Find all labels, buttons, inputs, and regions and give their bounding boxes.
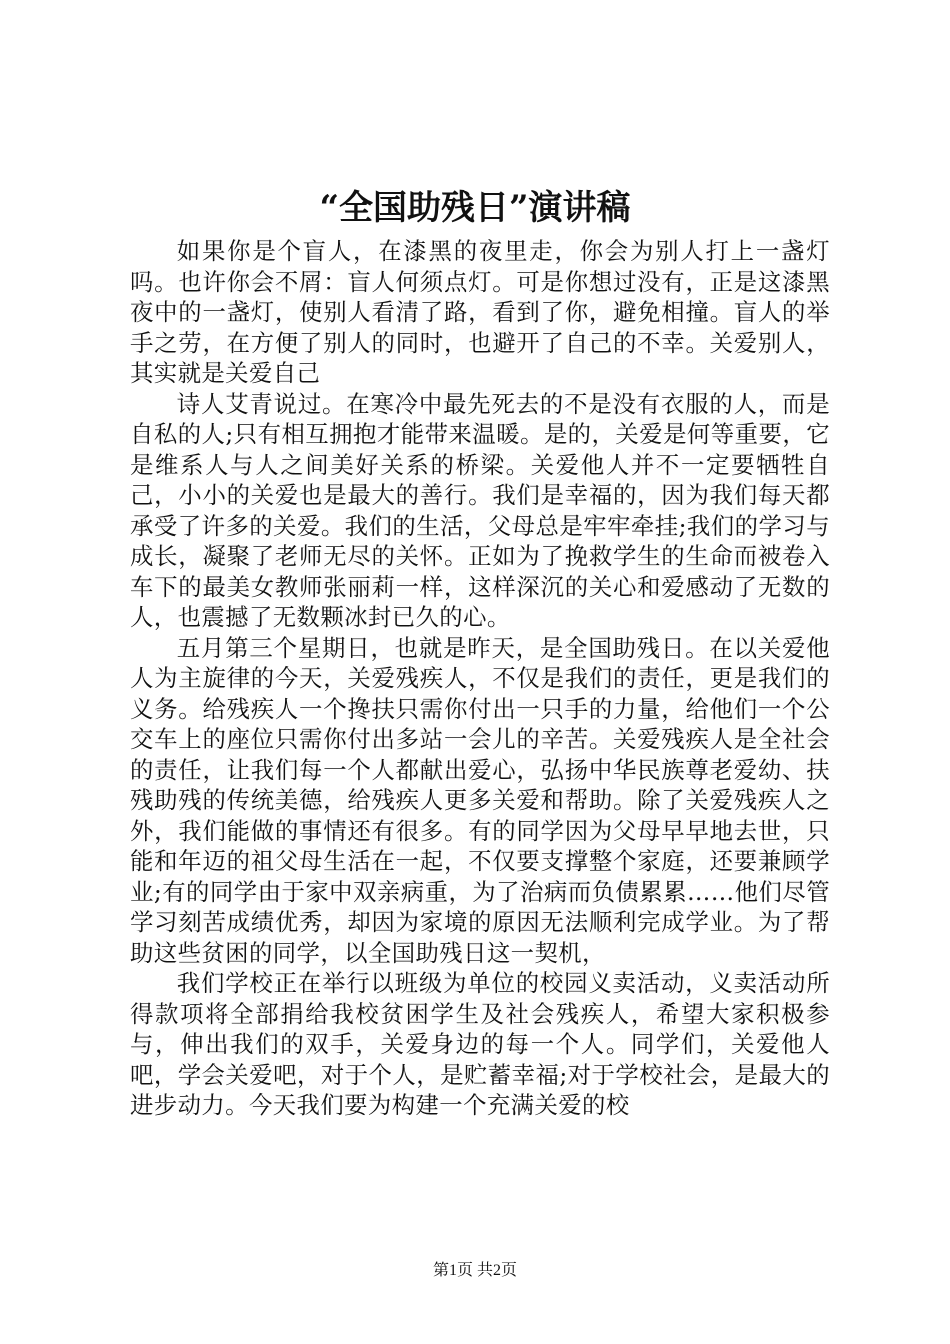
paragraph-1: 如果你是个盲人，在漆黑的夜里走，你会为别人打上一盏灯吗。也许你会不屑：盲人何须点灯。可是你想过没有，正是这漆黑夜中的一盏灯，使别人看清了路，看到了你，避免相撞。盲人的举手之劳，在方便了别人的同时，也避开了自己的不幸。关爱别人，其实就是关爱自己 xyxy=(130,237,830,387)
page-title: “全国助残日”演讲稿 xyxy=(319,188,631,228)
paragraph-4: 我们学校正在举行以班级为单位的校园义卖活动，义卖活动所得款项将全部捐给我校贫困学生及社会残疾人，希望大家积极参与，伸出我们的双手，关爱身边的每一个人。同学们，关爱他人吧，学会关爱吧，对于个人，是贮蓄幸福;对于学校社会，是最大的进步动力。今天我们要为构建一个充满关爱的校 xyxy=(130,969,830,1119)
document-body xyxy=(130,236,830,1121)
page-number-footer: 第1页 共2页 xyxy=(432,1262,517,1279)
paragraph-3: 五月第三个星期日，也就是昨天，是全国助残日。在以关爱他人为主旋律的今天，关爱残疾人，不仅是我们的责任，更是我们的义务。给残疾人一个搀扶只需你付出一只手的力量，给他们一个公交车上的座位只需你付出多站一会儿的辛苦。关爱残疾人是全社会的责任，让我们每一个人都献出爱心，弘扬中华民族尊老爱幼、扶残助残的传统美德，给残疾人更多关爱和帮助。除了关爱残疾人之外，我们能做的事情还有很多。有的同学因为父母早早地去世，只能和年迈的祖父母生活在一起，不仅要支撑整个家庭，还要兼顾学业;有的同学由于家中双亲病重，为了治病而负债累累……他们尽管学习刻苦成绩优秀，却因为家境的原因无法顺利完成学业。为了帮助这些贫困的同学，以全国助残日这一契机， xyxy=(130,633,830,967)
paragraph-2: 诗人艾青说过。在寒冷中最先死去的不是没有衣服的人，而是自私的人;只有相互拥抱才能带来温暖。是的，关爱是何等重要，它是维系人与人之间美好关系的桥梁。关爱他人并不一定要牺牲自己，小小的关爱也是最大的善行。我们是幸福的，因为我们每天都承受了许多的关爱。我们的生活，父母总是牢牢牵挂;我们的学习与成长，凝聚了老师无尽的关怀。正如为了挽救学生的生命而被卷入车下的最美女教师张丽莉一样，这样深沉的关心和爱感动了无数的人，也震撼了无数颗冰封已久的心。 xyxy=(130,389,830,631)
